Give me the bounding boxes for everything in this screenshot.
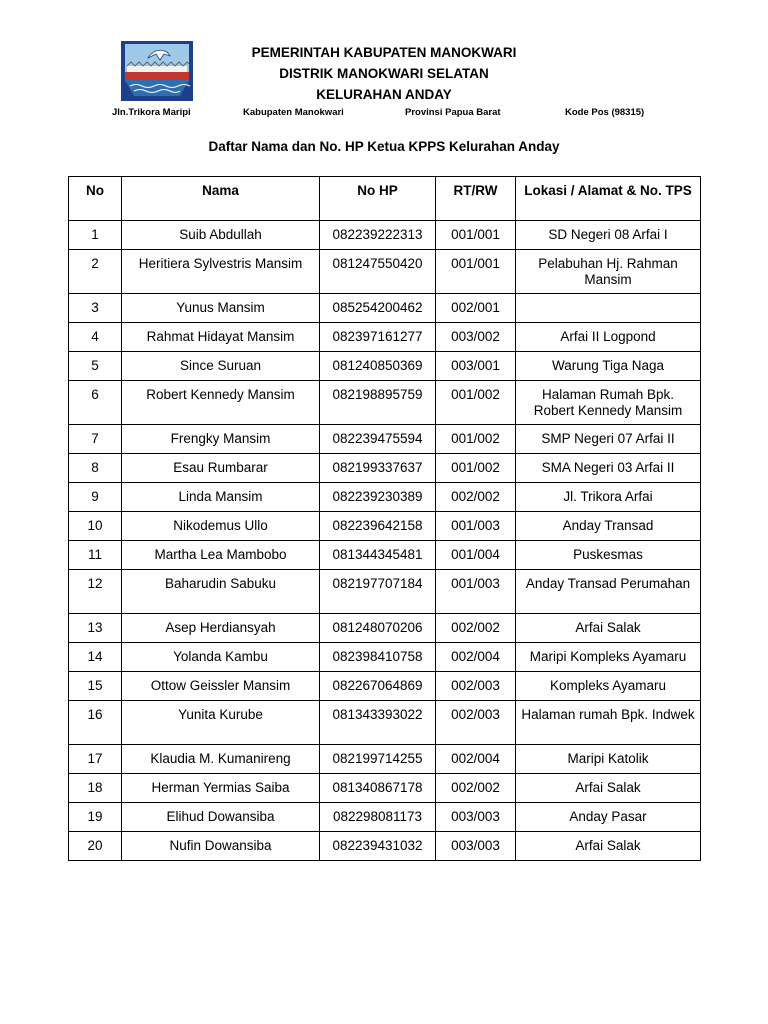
table-row	[69, 381, 701, 425]
kpps-chair-table	[68, 176, 701, 861]
table-row	[69, 643, 701, 672]
cell-rt-rw: 001/002	[436, 381, 516, 425]
table-row	[69, 352, 701, 381]
cell-no-hp: 081240850369	[320, 352, 436, 381]
cell-nama: Suib Abdullah	[122, 221, 320, 250]
table-row	[69, 483, 701, 512]
cell-rt-rw: 002/002	[436, 774, 516, 803]
cell-lokasi: Pelabuhan Hj. Rahman Mansim	[516, 250, 701, 294]
table-row	[69, 774, 701, 803]
cell-lokasi: Jl. Trikora Arfai	[516, 483, 701, 512]
cell-no-hp: 082239222313	[320, 221, 436, 250]
cell-no-hp: 082197707184	[320, 570, 436, 614]
cell-lokasi: Anday Transad	[516, 512, 701, 541]
cell-lokasi: Puskesmas	[516, 541, 701, 570]
cell-no-hp: 081344345481	[320, 541, 436, 570]
cell-no-hp: 081247550420	[320, 250, 436, 294]
column-header-nama: Nama	[122, 177, 320, 221]
address-province: Provinsi Papua Barat	[405, 107, 501, 118]
cell-rt-rw: 001/001	[436, 221, 516, 250]
cell-no-hp: 081343393022	[320, 701, 436, 745]
cell-no-hp: 082239431032	[320, 832, 436, 861]
cell-rt-rw: 001/003	[436, 512, 516, 541]
cell-lokasi: Arfai Salak	[516, 832, 701, 861]
table-row	[69, 294, 701, 323]
cell-no: 5	[69, 352, 122, 381]
cell-lokasi: Halaman rumah Bpk. Indwek	[516, 701, 701, 745]
column-header-lokasi: Lokasi / Alamat & No. TPS	[516, 177, 701, 221]
cell-rt-rw: 002/002	[436, 614, 516, 643]
cell-no-hp: 082239642158	[320, 512, 436, 541]
cell-nama: Esau Rumbarar	[122, 454, 320, 483]
cell-no: 20	[69, 832, 122, 861]
document-title: Daftar Nama dan No. HP Ketua KPPS Kelurahan Anday	[208, 139, 560, 154]
cell-nama: Yunita Kurube	[122, 701, 320, 745]
cell-rt-rw: 002/004	[436, 643, 516, 672]
cell-rt-rw: 003/001	[436, 352, 516, 381]
table-row	[69, 803, 701, 832]
cell-rt-rw: 001/002	[436, 454, 516, 483]
cell-no-hp: 082397161277	[320, 323, 436, 352]
table-row	[69, 323, 701, 352]
cell-rt-rw: 002/002	[436, 483, 516, 512]
cell-nama: Baharudin Sabuku	[122, 570, 320, 614]
table-row	[69, 221, 701, 250]
address-regency: Kabupaten Manokwari	[243, 107, 344, 118]
cell-no-hp: 082198895759	[320, 381, 436, 425]
cell-lokasi: Warung Tiga Naga	[516, 352, 701, 381]
cell-nama: Rahmat Hidayat Mansim	[122, 323, 320, 352]
cell-nama: Asep Herdiansyah	[122, 614, 320, 643]
cell-no: 16	[69, 701, 122, 745]
table-row	[69, 454, 701, 483]
cell-no-hp: 081340867178	[320, 774, 436, 803]
cell-no: 13	[69, 614, 122, 643]
cell-rt-rw: 003/003	[436, 832, 516, 861]
cell-nama: Heritiera Sylvestris Mansim	[122, 250, 320, 294]
cell-no: 6	[69, 381, 122, 425]
cell-lokasi: Anday Transad Perumahan	[516, 570, 701, 614]
cell-no-hp: 082199714255	[320, 745, 436, 774]
letterhead-village: KELURAHAN ANDAY	[316, 87, 452, 102]
table-row	[69, 832, 701, 861]
letterhead	[0, 0, 768, 130]
column-header-no-hp: No HP	[320, 177, 436, 221]
cell-no-hp: 085254200462	[320, 294, 436, 323]
cell-no: 17	[69, 745, 122, 774]
cell-no-hp: 082267064869	[320, 672, 436, 701]
table-row	[69, 570, 701, 614]
cell-no-hp: 082239230389	[320, 483, 436, 512]
cell-no-hp: 082199337637	[320, 454, 436, 483]
table-row	[69, 614, 701, 643]
cell-rt-rw: 002/003	[436, 701, 516, 745]
cell-no: 18	[69, 774, 122, 803]
cell-no: 15	[69, 672, 122, 701]
cell-lokasi: Arfai II Logpond	[516, 323, 701, 352]
cell-rt-rw: 001/003	[436, 570, 516, 614]
table-row	[69, 701, 701, 745]
cell-nama: Klaudia M. Kumanireng	[122, 745, 320, 774]
cell-no: 11	[69, 541, 122, 570]
table-row	[69, 425, 701, 454]
cell-lokasi: SMA Negeri 03 Arfai II	[516, 454, 701, 483]
table-row	[69, 541, 701, 570]
cell-no: 9	[69, 483, 122, 512]
cell-rt-rw: 003/002	[436, 323, 516, 352]
table-row	[69, 745, 701, 774]
letterhead-district: DISTRIK MANOKWARI SELATAN	[279, 66, 489, 81]
cell-nama: Linda Mansim	[122, 483, 320, 512]
cell-no-hp: 082239475594	[320, 425, 436, 454]
cell-no: 7	[69, 425, 122, 454]
letterhead-government: PEMERINTAH KABUPATEN MANOKWARI	[251, 45, 517, 60]
address-street: Jln.Trikora Maripi	[112, 107, 191, 118]
cell-no-hp: 082298081173	[320, 803, 436, 832]
table-body	[69, 221, 701, 861]
cell-rt-rw: 003/003	[436, 803, 516, 832]
cell-nama: Frengky Mansim	[122, 425, 320, 454]
cell-nama: Elihud Dowansiba	[122, 803, 320, 832]
table-header-row	[69, 177, 701, 221]
table-row	[69, 250, 701, 294]
cell-lokasi: Anday Pasar	[516, 803, 701, 832]
cell-rt-rw: 001/002	[436, 425, 516, 454]
cell-no-hp: 081248070206	[320, 614, 436, 643]
cell-lokasi: Maripi Kompleks Ayamaru	[516, 643, 701, 672]
cell-lokasi	[516, 294, 701, 323]
cell-no: 12	[69, 570, 122, 614]
cell-no: 1	[69, 221, 122, 250]
cell-nama: Yolanda Kambu	[122, 643, 320, 672]
column-header-rt-rw: RT/RW	[436, 177, 516, 221]
cell-nama: Nufin Dowansiba	[122, 832, 320, 861]
cell-lokasi: Kompleks Ayamaru	[516, 672, 701, 701]
cell-rt-rw: 001/004	[436, 541, 516, 570]
cell-nama: Herman Yermias Saiba	[122, 774, 320, 803]
cell-no: 14	[69, 643, 122, 672]
cell-lokasi: SMP Negeri 07 Arfai II	[516, 425, 701, 454]
cell-no-hp: 082398410758	[320, 643, 436, 672]
cell-nama: Nikodemus Ullo	[122, 512, 320, 541]
cell-nama: Since Suruan	[122, 352, 320, 381]
cell-lokasi: Arfai Salak	[516, 614, 701, 643]
cell-no: 10	[69, 512, 122, 541]
cell-nama: Robert Kennedy Mansim	[122, 381, 320, 425]
cell-lokasi: Halaman Rumah Bpk. Robert Kennedy Mansim	[516, 381, 701, 425]
cell-no: 2	[69, 250, 122, 294]
cell-nama: Martha Lea Mambobo	[122, 541, 320, 570]
cell-lokasi: SD Negeri 08 Arfai I	[516, 221, 701, 250]
cell-no: 4	[69, 323, 122, 352]
cell-rt-rw: 001/001	[436, 250, 516, 294]
address-postal-code: Kode Pos (98315)	[565, 107, 645, 118]
column-header-no: No	[69, 177, 122, 221]
cell-lokasi: Arfai Salak	[516, 774, 701, 803]
table-row	[69, 512, 701, 541]
cell-rt-rw: 002/003	[436, 672, 516, 701]
cell-rt-rw: 002/004	[436, 745, 516, 774]
cell-lokasi: Maripi Katolik	[516, 745, 701, 774]
table-row	[69, 672, 701, 701]
cell-no: 8	[69, 454, 122, 483]
cell-nama: Yunus Mansim	[122, 294, 320, 323]
cell-no: 19	[69, 803, 122, 832]
cell-no: 3	[69, 294, 122, 323]
cell-rt-rw: 002/001	[436, 294, 516, 323]
cell-nama: Ottow Geissler Mansim	[122, 672, 320, 701]
